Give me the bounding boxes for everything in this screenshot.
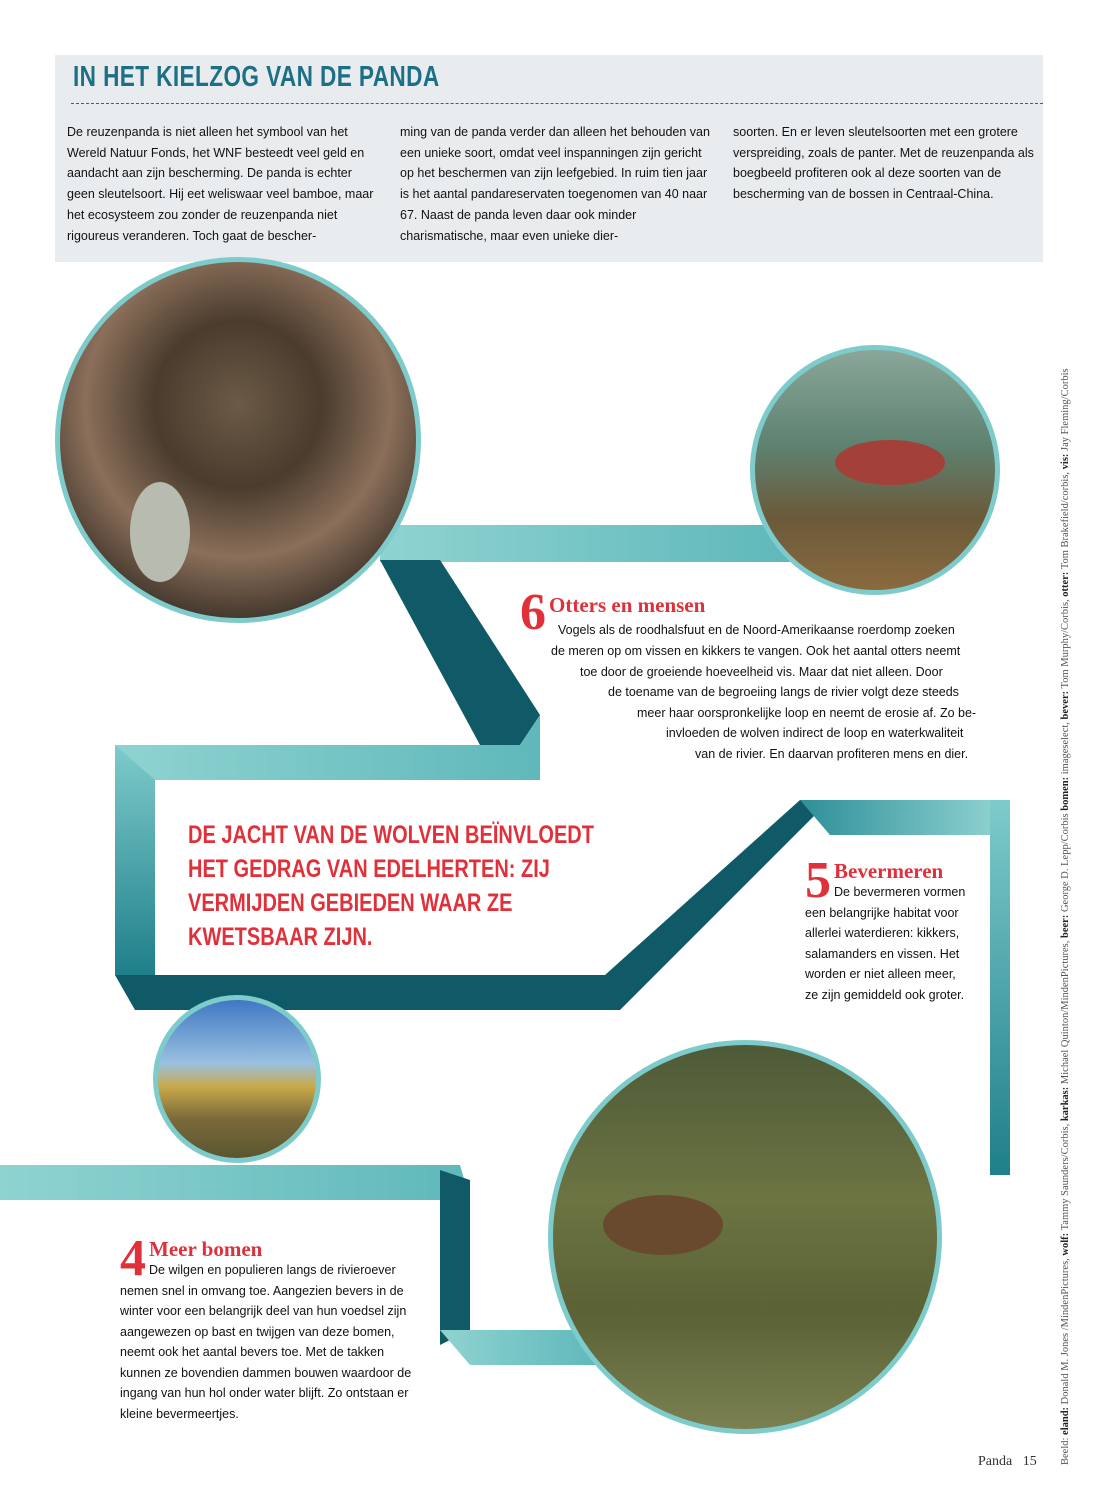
trees-photo bbox=[153, 995, 321, 1163]
credit-part: imageselect, bbox=[1060, 719, 1071, 777]
trout-shape bbox=[835, 440, 945, 485]
intro-column-1: De reuzenpanda is niet alleen het symbool van het Wereld Natuur Fonds, het WNF besteedt veel geld en aandacht aan zijn bescherming. De panda is echter geen sleutelsoort. Hij eet weliswaar veel bamboe, maar het ecosysteem zou zonder de reuzenpanda niet rigoureus veranderen. Toch gaat de bescher- bbox=[67, 125, 374, 243]
page-number: 15 bbox=[1022, 1454, 1037, 1469]
fish-shape bbox=[130, 482, 190, 582]
magazine-name: Panda bbox=[978, 1454, 1013, 1469]
credit-part: Michael Quinton/MindenPictures, bbox=[1060, 937, 1071, 1087]
section-4-title: Meer bomen bbox=[149, 1237, 263, 1261]
section-4 bbox=[120, 1230, 420, 1424]
ribbon-right-top-band bbox=[800, 800, 1000, 835]
section-5-title: Bevermeren bbox=[834, 859, 944, 883]
ribbon-top-band bbox=[380, 525, 790, 562]
credit-part: otter: bbox=[1060, 571, 1071, 597]
ribbon-bottom-band bbox=[0, 1165, 470, 1200]
section-5-body: De bevermeren vormen een belangrijke habitat voor allerlei waterdieren: kikkers, salamanders en vissen. Het worden er niet alleen meer, ze zijn gemiddeld ook groter. bbox=[805, 885, 966, 1002]
otter-photo bbox=[55, 257, 421, 623]
credit-part: beer: bbox=[1060, 914, 1071, 938]
credit-part: Tammy Saunders/Corbis, bbox=[1060, 1121, 1071, 1233]
ribbon-fold-dark-3 bbox=[440, 1170, 470, 1345]
credit-part: Donald M. Jones /MindenPictures, bbox=[1060, 1255, 1071, 1407]
page-footer bbox=[978, 1454, 1037, 1470]
section-6-line: meer haar oorspronkelijke loop en neemt de erosie af. Zo be- bbox=[637, 706, 977, 720]
section-6 bbox=[520, 584, 990, 761]
section-6-line: de toename van de begroeiing langs de rivier volgt deze steeds bbox=[608, 685, 959, 699]
credit-part: Tom Murphy/Corbis, bbox=[1060, 596, 1071, 691]
intro-column-2: ming van de panda verder dan alleen het behouden van een unieke soort, omdat veel inspanningen zijn gericht op het beschermen van zijn leefgebied. In ruim tien jaar is het aantal pandareservaten toegenomen van 40 naar 67. Naast de panda leven daar ook minder charismatische, maar even unieke dier- bbox=[400, 125, 710, 243]
section-5-number: 5 bbox=[805, 852, 831, 909]
credit-part: karkas: bbox=[1060, 1086, 1071, 1122]
credit-part: wolf: bbox=[1060, 1232, 1071, 1256]
credit-part: bever: bbox=[1060, 690, 1071, 720]
credit-part: George D. Lepp/Corbis bbox=[1060, 810, 1071, 915]
section-6-line: toe door de groeiende hoeveelheid vis. Maar dat niet alleen. Door bbox=[580, 665, 943, 679]
pull-quote: DE JACHT VAN DE WOLVEN BEÏNVLOEDT HET GEDRAG VAN EDELHERTEN: ZIJ VERMIJDEN GEBIEDEN WAAR ZE KWETSBAAR ZIJN. bbox=[188, 821, 594, 951]
credit-part: Tom Brakefield/corbis, bbox=[1060, 469, 1071, 572]
section-6-line: invloeden de wolven indirect de loop en waterkwaliteit bbox=[666, 726, 964, 740]
credit-part: bomen: bbox=[1060, 776, 1071, 811]
credit-part: Jay Fleming/Corbis bbox=[1060, 368, 1071, 454]
section-4-number: 4 bbox=[120, 1230, 146, 1287]
ribbon-left-vertical bbox=[115, 745, 155, 975]
section-6-number: 6 bbox=[520, 584, 546, 641]
ribbon-right-vertical bbox=[990, 800, 1010, 1175]
section-6-line: van de rivier. En daarvan profiteren mens en dier. bbox=[695, 747, 969, 761]
section-6-line: Vogels als de roodhalsfuut en de Noord-Amerikaanse roerdomp zoeken bbox=[558, 623, 955, 637]
section-6-line: de meren op om vissen en kikkers te vangen. Ook het aantal otters neemt bbox=[551, 644, 961, 658]
ribbon-fold-dark-1 bbox=[380, 560, 540, 745]
photo-credits bbox=[1060, 145, 1071, 1465]
credit-part: vis: bbox=[1060, 453, 1071, 470]
section-6-title: Otters en mensen bbox=[549, 593, 706, 617]
credit-part: eland: bbox=[1060, 1406, 1071, 1435]
section-5 bbox=[805, 852, 970, 1005]
section-4-body: De wilgen en populieren langs de rivieroever nemen snel in omvang toe. Aangezien bevers in de winter voor een belangrijk deel van hun voedsel zijn aangewezen op bast en twijgen van deze bomen, neemt ook het aantal bevers toe. Met de takken kunnen ze bovendien dammen bouwen waardoor de ingang van hun hol onder water blijft. Zo ontstaan er kleine bevermeertjes. bbox=[120, 1263, 412, 1421]
page-title: IN HET KIELZOG VAN DE PANDA bbox=[73, 61, 440, 93]
credit-part: Beeld: bbox=[1060, 1434, 1071, 1465]
intro-column-3: soorten. En er leven sleutelsoorten met een grotere verspreiding, zoals de panter. Met de reuzenpanda als boegbeeld profiteren ook al deze soorten van de bescherming van de bossen in Centraal-China. bbox=[733, 125, 1034, 202]
fish-photo bbox=[750, 345, 1000, 595]
beaver-shape bbox=[603, 1195, 723, 1255]
beaver-photo bbox=[548, 1040, 942, 1434]
